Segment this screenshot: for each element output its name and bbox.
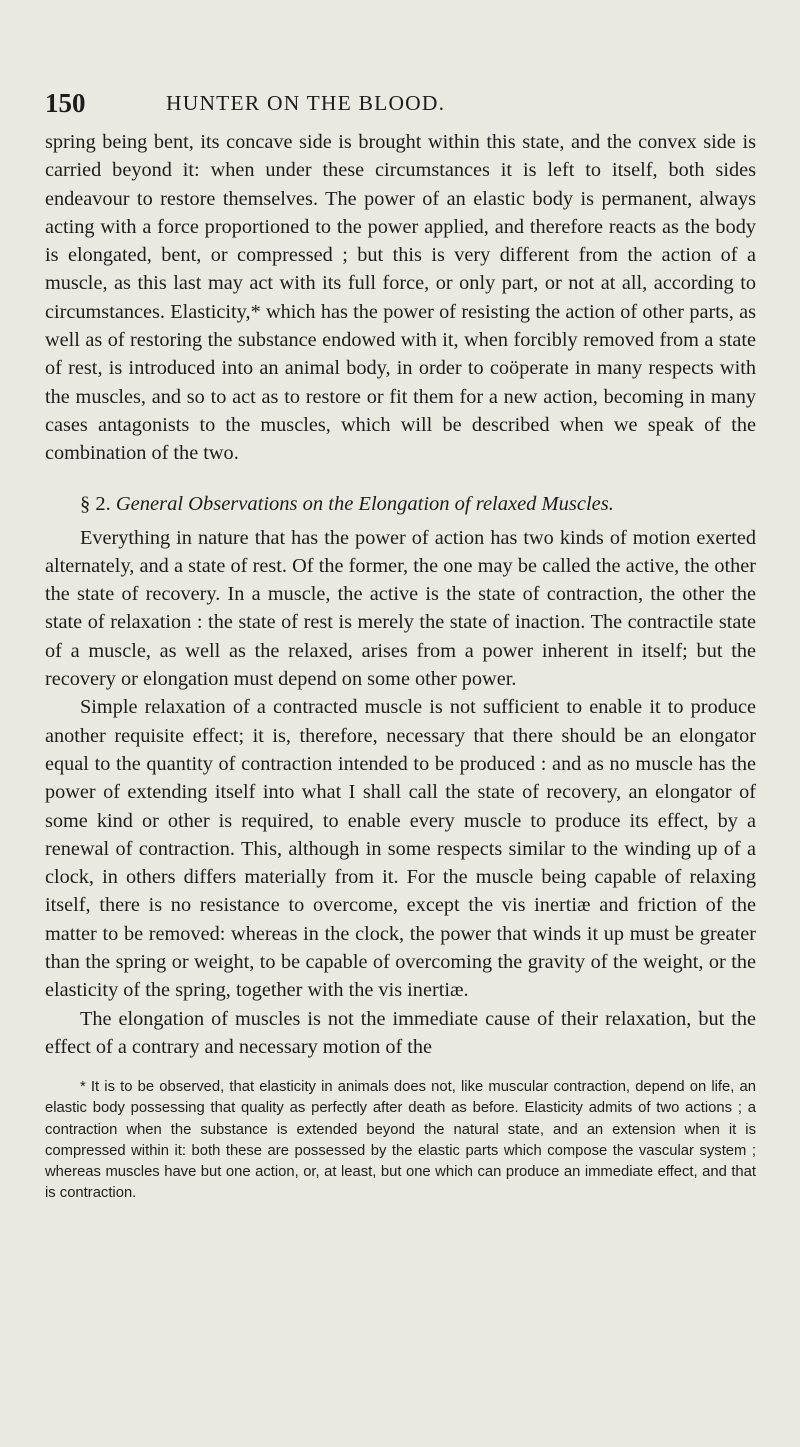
- paragraph: Simple relaxation of a contracted muscle is not sufficient to enable it to produce another requisite effect; it is, therefore, necessary that there should be an elongator equal to the quantity of contraction intended to be produced : and as no muscle has the power of extending itself into what I shall call the state of recovery, an elongator of some kind or other is required, to enable every muscle to produce its effect, by a renewal of contraction. This, although in some respects similar to the winding up of a clock, in others differs materially from it. For the muscle being capable of relaxing itself, there is no resistance to overcome, except the vis inertiæ and friction of the matter to be removed: whereas in the clock, the power that winds it up must be greater than the spring or weight, to be capable of overcoming the gravity of the weight, or the elasticity of the spring, together with the vis inertiæ.: [45, 696, 756, 1002]
- book-page: [0, 72, 800, 1447]
- paragraph-continued: spring being bent, its concave side is brought within this state, and the convex side is carried beyond it: when under these circumstances it is left to itself, both sides endeavour to restore themselves. The power of an elastic body is permanent, always acting with a force proportioned to the power applied, and therefore reacts as the body is elongated, bent, or compressed ; but this is very different from the action of a muscle, as this last may act with its full force, or only part, or not at all, according to circumstances. Elasticity,* which has the power of resisting the action of other parts, as well as of restoring the substance endowed with it, when forcibly removed from a state of rest, is introduced into an animal body, in order to coöperate in many respects with the muscles, and so to act as to restore or fit them for a new action, becoming in many cases antagonists to the muscles, which will be described when we speak of the combination of the two.: [45, 131, 756, 465]
- section-title: General Observations on the Elongation of relaxed Muscles.: [115, 492, 614, 515]
- body-text: [45, 128, 756, 1061]
- section-symbol: § 2.: [80, 492, 111, 515]
- footnote: * It is to be observed, that elasticity in animals does not, like muscular contraction, depend on life, an elastic body possessing that quality as perfectly after death as before. Elasticity admits of two actions ; a contraction when the substance is extended beyond the natural state, and an extension when it is compressed within it: both these are possessed by the elastic parts which compose the vascular system ; whereas muscles have but one action, or, at least, but one which can produce an immediate effect, and that is contraction.: [45, 1079, 756, 1202]
- paragraph: Everything in nature that has the power of action has two kinds of motion exerted alternately, and a state of rest. Of the former, the one may be called the active, the other the state of recovery. In a muscle, the active is the state of contraction, the other the state of relaxation : the state of rest is merely the state of inaction. The contractile state of a muscle, as well as the relaxed, arises from a power inherent in itself; but the recovery or elongation must depend on some other power.: [45, 526, 756, 691]
- page-header: [45, 72, 756, 120]
- section-heading: [45, 490, 756, 518]
- paragraph: The elongation of muscles is not the immediate cause of their relaxation, but the effect of a contrary and necessary motion of the: [45, 1007, 756, 1058]
- running-head: HUNTER ON THE BLOOD.: [166, 91, 446, 115]
- page-number: 150: [45, 88, 86, 118]
